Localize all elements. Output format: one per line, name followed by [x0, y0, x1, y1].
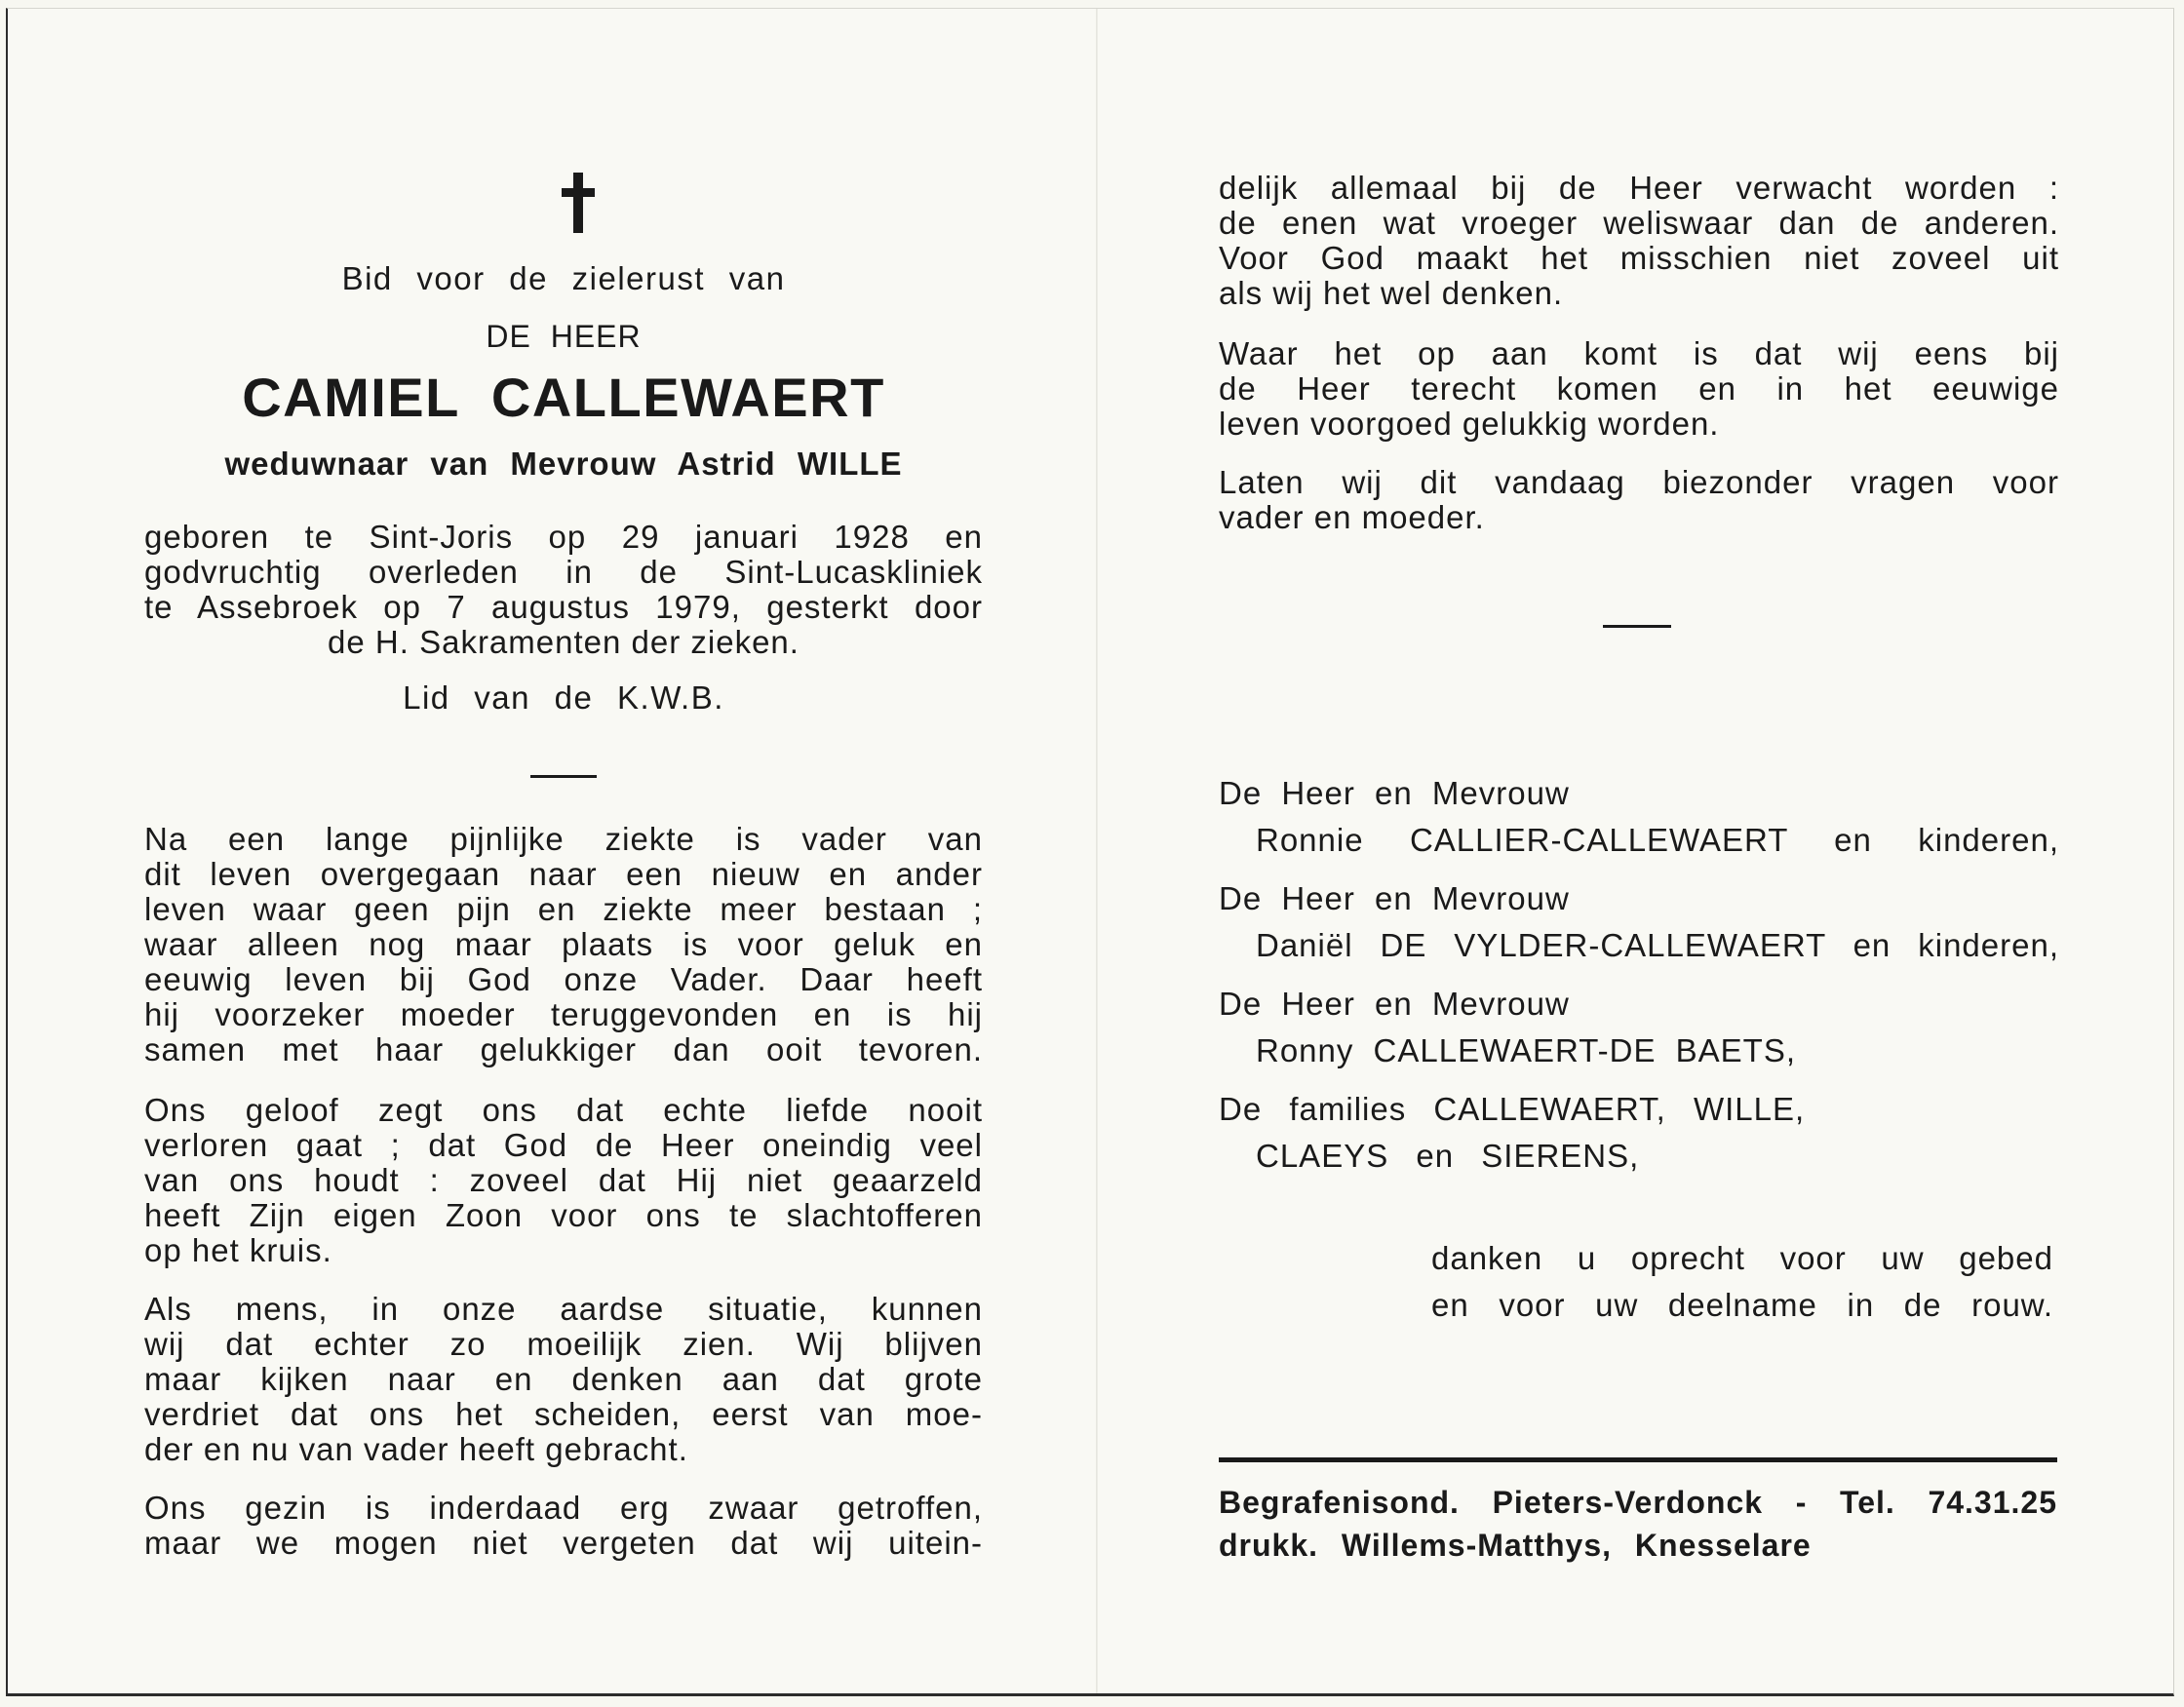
text-line: Na een lange pijnlijke ziekte is vader van — [144, 821, 983, 857]
text-line: leven waar geen pijn en ziekte meer bestaan ; — [144, 891, 983, 927]
text-line: van ons houdt : zoveel dat Hij niet geaarzeld — [144, 1162, 983, 1198]
text-line: godvruchtig overleden in de Sint-Lucaskliniek — [144, 554, 983, 590]
text-line: de H. Sakramenten der zieken. — [328, 624, 800, 660]
deceased-name: CAMIEL CALLEWAERT — [242, 367, 885, 428]
text-line: wij dat echter zo moeilijk zien. Wij blijven — [144, 1326, 983, 1362]
text-line: der en nu van vader heeft gebracht. — [144, 1431, 688, 1467]
text-line: maar kijken naar en denken aan dat grote — [144, 1361, 983, 1397]
text-line: dit leven overgegaan naar een nieuw en ander — [144, 856, 983, 892]
title-heer: DE HEER — [486, 319, 642, 354]
family-line: CLAEYS en SIERENS, — [1256, 1138, 1640, 1174]
divider — [530, 775, 597, 778]
family-line: Daniël DE VYLDER-CALLEWAERT en kinderen, — [1256, 927, 2059, 963]
text-line: danken u oprecht voor uw gebed — [1431, 1240, 2053, 1276]
text-line: de enen wat vroeger weliswaar dan de anderen. — [1219, 205, 2059, 241]
text-line: vader en moeder. — [1219, 499, 1485, 535]
text-line: Waar het op aan komt is dat wij eens bij — [1219, 335, 2059, 371]
text-line: verdriet dat ons het scheiden, eerst van moe- — [144, 1396, 983, 1432]
text-line: Ons geloof zegt ons dat echte liefde nooit — [144, 1092, 983, 1128]
text-line: waar alleen nog maar plaats is voor geluk en — [144, 926, 983, 962]
printer: drukk. Willems-Matthys, Knesselare — [1219, 1528, 1812, 1563]
text-line: op het kruis. — [144, 1232, 332, 1268]
text-line: delijk allemaal bij de Heer verwacht worden : — [1219, 170, 2059, 206]
text-line: en voor uw deelname in de rouw. — [1431, 1287, 2053, 1323]
text-line: eeuwig leven bij God onze Vader. Daar heeft — [144, 961, 983, 997]
memorial-card — [6, 8, 2174, 1696]
widow-of: weduwnaar van Mevrouw Astrid WILLE — [224, 446, 903, 482]
text-line: geboren te Sint-Joris op 29 januari 1928 en — [144, 519, 983, 555]
text-line: Als mens, in onze aardse situatie, kunnen — [144, 1291, 983, 1327]
family-line: De families CALLEWAERT, WILLE, — [1219, 1091, 1806, 1127]
text-line: Voor God maakt het misschien niet zoveel uit — [1219, 240, 2059, 276]
prayer-intro: Bid voor de zielerust van — [341, 260, 786, 296]
divider — [1603, 625, 1671, 628]
text-line: de Heer terecht komen en in het eeuwige — [1219, 370, 2059, 407]
family-line: Ronnie CALLIER-CALLEWAERT en kinderen, — [1256, 822, 2059, 858]
text-line: leven voorgoed gelukkig worden. — [1219, 406, 1720, 442]
family-line: De Heer en Mevrouw — [1219, 775, 1570, 811]
footer-rule — [1219, 1457, 2057, 1462]
text-line: Ons gezin is inderdaad erg zwaar getroffen, — [144, 1490, 983, 1526]
text-line: verloren gaat ; dat God de Heer oneindig veel — [144, 1127, 983, 1163]
text-line: heeft Zijn eigen Zoon voor ons te slachtofferen — [144, 1197, 983, 1233]
text-line: samen met haar gelukkiger dan ooit tevoren. — [144, 1031, 983, 1067]
text-line: Laten wij dit vandaag biezonder vragen voor — [1219, 464, 2059, 500]
family-line: Ronny CALLEWAERT-DE BAETS, — [1256, 1032, 1797, 1068]
family-line: De Heer en Mevrouw — [1219, 880, 1570, 916]
cross-icon — [562, 173, 595, 233]
text-line: hij voorzeker moeder teruggevonden en is hij — [144, 996, 983, 1032]
text-line: te Assebroek op 7 augustus 1979, gesterkt door — [144, 589, 983, 625]
membership: Lid van de K.W.B. — [403, 679, 724, 716]
funeral-director: Begrafenisond. Pieters-Verdonck - Tel. 74.31.25 — [1219, 1485, 2057, 1520]
text-line: maar we mogen niet vergeten dat wij uitein- — [144, 1525, 983, 1561]
text-line: als wij het wel denken. — [1219, 275, 1564, 311]
family-line: De Heer en Mevrouw — [1219, 986, 1570, 1022]
card-fold — [1096, 9, 1098, 1693]
